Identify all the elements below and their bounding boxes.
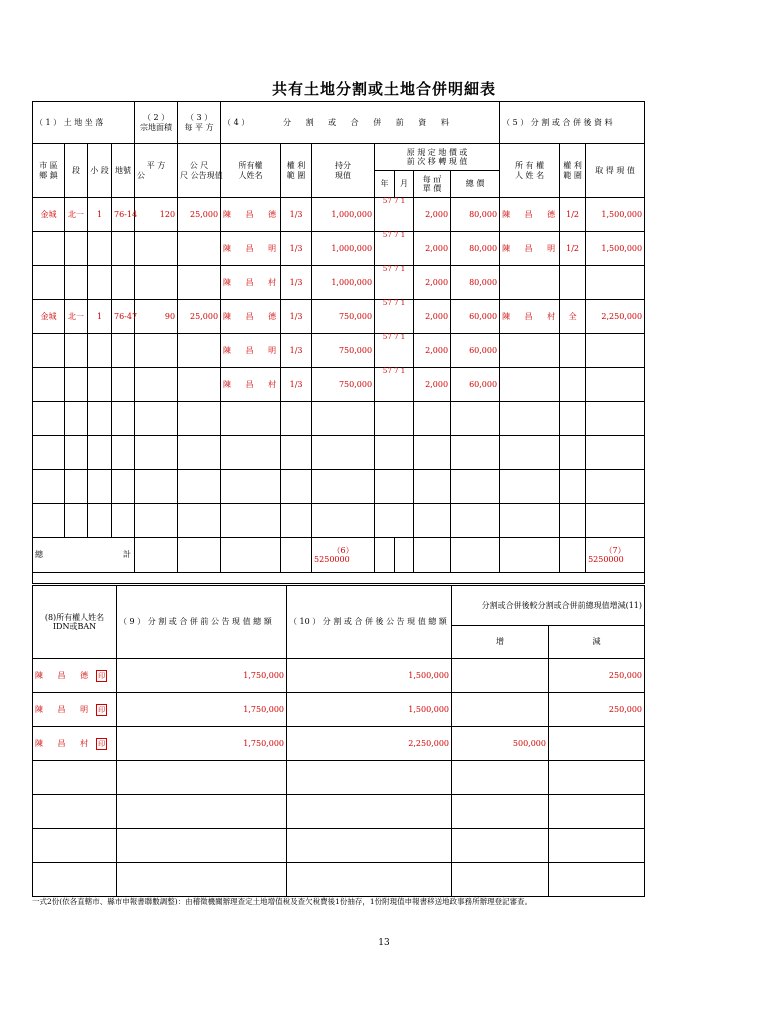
sum-after-value: 5250000 [588,555,624,564]
cell-section [65,470,88,504]
cell-after-right [560,368,586,402]
totals-label-right: 計 [123,550,132,560]
totals-empty-cell [375,538,395,573]
cell-year-month [375,436,414,470]
header-decrease: 減 [549,626,645,659]
cell-subsection [88,368,112,402]
cell-total-price [451,470,500,504]
cell-unit-price [414,436,451,470]
cell-increase [452,829,549,863]
cell-acquired-value [586,504,645,538]
totals-empty-cell [221,538,281,573]
cell-subsection [88,470,112,504]
header-square-meter: 平 方 公 [135,144,178,198]
cell-owner-name [33,659,117,693]
cell-holding-value: 1,000,000 [312,232,375,266]
totals-empty-cell [560,538,586,573]
table-row [33,198,645,232]
cell-right-scope: 1/3 [281,300,312,334]
cell-announced-value [178,402,221,436]
cell-decrease [549,727,645,761]
cell-owner: 陳 昌 明 [221,232,281,266]
cell-right-scope: 1/3 [281,368,312,402]
cell-lot-number [112,470,135,504]
cell-acquired-value [586,368,645,402]
header-unit-price: 每 ㎡ 單 價 [414,171,451,198]
header-before-total: （ 9 ） 分 割 或 合 併 前 公 告 現 值 總 額 [117,586,287,659]
cell-acquired-value: 2,250,000 [586,300,645,334]
cell-before-total [117,863,287,897]
cell-city [33,504,65,538]
cell-announced-value [178,334,221,368]
cell-holding-value [312,470,375,504]
owner-row [33,693,645,727]
cell-section [65,402,88,436]
cell-after-owner [500,504,560,538]
cell-announced-value [178,504,221,538]
cell-total-price [451,402,500,436]
owner-name: 陳 昌 明 [35,704,95,714]
cell-lot-number: 76-14 [112,198,135,232]
cell-holding-value: 1,000,000 [312,198,375,232]
cell-increase [452,693,549,727]
table-row [33,334,645,368]
cell-subsection [88,504,112,538]
cell-before-total [117,829,287,863]
sum-before-value: 5250000 [314,555,350,564]
cell-area: 120 [135,198,178,232]
cell-year-month [375,470,414,504]
cell-right-scope [281,470,312,504]
cell-unit-price: 2,000 [414,232,451,266]
cell-after-total: 2,250,000 [287,727,452,761]
cell-acquired-value [586,334,645,368]
cell-holding-value: 750,000 [312,334,375,368]
header-after-owner: 所 有 權 人 姓 名 [500,144,560,198]
seal-icon: 印 [98,705,106,714]
cell-after-owner [500,334,560,368]
cell-year-month: 57 7 1 [375,266,414,300]
cell-unit-price: 2,000 [414,266,451,300]
cell-city: 金城 [33,300,65,334]
cell-before-total [117,761,287,795]
cell-after-owner [500,402,560,436]
cell-total-price: 60,000 [451,334,500,368]
header-after-total: （ 10 ） 分 割 或 合 併 後 公 告 現 值 總 額 [287,586,452,659]
cell-owner: 陳 昌 明 [221,334,281,368]
owner-row [33,761,645,795]
cell-after-right [560,504,586,538]
cell-after-owner: 陳 昌 明 [500,232,560,266]
cell-right-scope: 1/3 [281,266,312,300]
header-lot-number: 地號 [112,144,135,198]
owner-name: 陳 昌 村 [35,738,95,748]
cell-subsection [88,266,112,300]
sum-after [586,538,645,573]
cell-lot-number [112,436,135,470]
cell-increase [452,659,549,693]
cell-lot-number [112,368,135,402]
header-right-scope: 權 利 範 圍 [281,144,312,198]
cell-owner-name [33,727,117,761]
cell-area [135,334,178,368]
cell-after-total [287,829,452,863]
cell-announced-value [178,470,221,504]
cell-before-total: 1,750,000 [117,659,287,693]
cell-increase [452,761,549,795]
cell-area [135,232,178,266]
cell-right-scope [281,504,312,538]
cell-after-right [560,402,586,436]
cell-unit-price: 2,000 [414,368,451,402]
cell-after-owner: 陳 昌 德 [500,198,560,232]
cell-year-month: 57 7 1 [375,334,414,368]
header-owner: 所有權 人姓名 [221,144,281,198]
header-year: 年 [375,171,395,198]
cell-holding-value: 1,000,000 [312,266,375,300]
cell-after-right [560,266,586,300]
header-increase: 增 [452,626,549,659]
cell-area [135,470,178,504]
cell-before-total: 1,750,000 [117,693,287,727]
header-section: 段 [65,144,88,198]
cell-year-month: 57 7 1 [375,232,414,266]
cell-announced-value [178,232,221,266]
cell-owner-name [33,693,117,727]
cell-year-month: 57 7 1 [375,198,414,232]
cell-acquired-value: 1,500,000 [586,232,645,266]
totals-empty-cell [281,538,312,573]
cell-after-total [287,761,452,795]
cell-after-total [287,863,452,897]
cell-right-scope: 1/3 [281,334,312,368]
cell-section: 北一 [65,300,88,334]
seal-icon: 印 [98,739,106,748]
cell-holding-value [312,436,375,470]
cell-section [65,266,88,300]
header-after-right: 權 利 範 圍 [560,144,586,198]
cell-total-price: 60,000 [451,368,500,402]
cell-after-total: 1,500,000 [287,693,452,727]
spacer-cell [33,573,645,584]
header-total-price: 總 價 [451,171,500,198]
cell-announced-value: 25,000 [178,198,221,232]
totals-empty-cell [135,538,178,573]
totals-label [33,538,135,573]
header-price: （ 3 ） 每 平 方 [178,102,221,144]
cell-owner: 陳 昌 村 [221,368,281,402]
cell-owner-name [33,863,117,897]
cell-after-right [560,436,586,470]
cell-area [135,436,178,470]
owner-row [33,829,645,863]
cell-acquired-value [586,436,645,470]
cell-owner: 陳 昌 村 [221,266,281,300]
totals-empty-cell [451,538,500,573]
totals-empty-cell [500,538,560,573]
table-row [33,300,645,334]
cell-lot-number: 76-47 [112,300,135,334]
owner-row [33,863,645,897]
cell-unit-price [414,402,451,436]
table-row [33,368,645,402]
cell-lot-number [112,232,135,266]
cell-total-price: 80,000 [451,266,500,300]
header-subsection: 小 段 [88,144,112,198]
cell-city [33,402,65,436]
totals-empty-cell [178,538,221,573]
cell-acquired-value [586,470,645,504]
cell-owner-name [33,829,117,863]
header-before: （ 4 ） 分 割 或 合 併 前 資 料 [221,102,500,144]
cell-section [65,232,88,266]
header-acquired-value: 取 得 現 值 [586,144,645,198]
cell-unit-price [414,470,451,504]
cell-subsection [88,334,112,368]
cell-after-owner [500,436,560,470]
cell-unit-price: 2,000 [414,300,451,334]
header-area: （ 2 ） 宗地面積 [135,102,178,144]
cell-area [135,402,178,436]
cell-announced-value [178,436,221,470]
cell-right-scope: 1/3 [281,198,312,232]
cell-city [33,368,65,402]
cell-after-owner [500,470,560,504]
cell-announced-value: 25,000 [178,300,221,334]
cell-decrease [549,795,645,829]
header-previous-value: 原 規 定 地 價 或 前 次 移 轉 現 值 [375,144,500,171]
table-row [33,402,645,436]
page-number: 13 [378,938,390,948]
cell-section [65,436,88,470]
cell-area: 90 [135,300,178,334]
cell-after-right: 1/2 [560,198,586,232]
cell-city [33,266,65,300]
header-holding-value: 持分 現值 [312,144,375,198]
seal-icon: 印 [98,671,106,680]
cell-after-right [560,334,586,368]
cell-lot-number [112,266,135,300]
summary-table [32,585,645,897]
cell-acquired-value [586,266,645,300]
cell-after-right: 全 [560,300,586,334]
cell-subsection [88,402,112,436]
cell-year-month: 57 7 1 [375,368,414,402]
cell-lot-number [112,402,135,436]
cell-total-price [451,436,500,470]
cell-city: 金城 [33,198,65,232]
cell-area [135,504,178,538]
detail-table [32,101,645,584]
cell-decrease [549,761,645,795]
cell-city [33,436,65,470]
footnote: 一式2份(依各直轄市、縣市申報書聯數調整)：由稽徵機關辦理查定土地增值稅及查欠稅費後1份抽存，1份附現值申報書移送地政事務所辦理登記審查。 [32,897,533,906]
cell-owner-name [33,795,117,829]
cell-city [33,470,65,504]
cell-owner: 陳 昌 德 [221,300,281,334]
cell-year-month [375,504,414,538]
cell-owner [221,402,281,436]
table-row [33,504,645,538]
cell-subsection [88,232,112,266]
cell-lot-number [112,504,135,538]
cell-area [135,266,178,300]
cell-after-right [560,470,586,504]
cell-owner: 陳 昌 德 [221,198,281,232]
cell-total-price: 80,000 [451,198,500,232]
cell-unit-price: 2,000 [414,334,451,368]
cell-year-month [375,402,414,436]
header-change: 分割或合併後較分割或合併前總現值增減(11) [452,586,645,626]
cell-decrease [549,863,645,897]
header-city: 市 區 鄉 鎮 [33,144,65,198]
cell-announced-value [178,368,221,402]
cell-right-scope: 1/3 [281,232,312,266]
page-title: 共有土地分割或土地合併明細表 [271,80,496,98]
cell-after-total: 1,500,000 [287,659,452,693]
cell-right-scope [281,436,312,470]
cell-area [135,368,178,402]
cell-holding-value: 750,000 [312,368,375,402]
cell-decrease: 250,000 [549,659,645,693]
totals-label-left: 總 [35,550,43,560]
cell-total-price: 60,000 [451,300,500,334]
cell-holding-value: 750,000 [312,300,375,334]
header-announced-value: 公 尺 尺 公告現值 [178,144,221,198]
cell-holding-value [312,402,375,436]
cell-after-total [287,795,452,829]
spacer-row [33,573,645,584]
header-month: 月 [395,171,414,198]
table-row [33,232,645,266]
cell-increase: 500,000 [452,727,549,761]
cell-unit-price [414,504,451,538]
owner-name: 陳 昌 德 [35,670,95,680]
cell-total-price [451,504,500,538]
totals-row [33,538,645,573]
table-row [33,436,645,470]
header-after: （ 5 ） 分 割 或 合 併 後 資 料 [500,102,645,144]
cell-right-scope [281,402,312,436]
cell-owner [221,470,281,504]
cell-owner [221,504,281,538]
cell-city [33,334,65,368]
totals-empty-cell [395,538,414,573]
cell-increase [452,863,549,897]
cell-subsection: 1 [88,300,112,334]
cell-after-owner: 陳 昌 村 [500,300,560,334]
sum-before-label: （6） [332,545,354,555]
owner-row [33,795,645,829]
cell-decrease: 250,000 [549,693,645,727]
cell-before-total: 1,750,000 [117,727,287,761]
table-row [33,470,645,504]
cell-section [65,334,88,368]
cell-decrease [549,829,645,863]
sum-before [312,538,375,573]
cell-year-month: 57 7 1 [375,300,414,334]
cell-acquired-value [586,402,645,436]
cell-lot-number [112,334,135,368]
table-row [33,266,645,300]
cell-increase [452,795,549,829]
cell-owner [221,436,281,470]
cell-unit-price: 2,000 [414,198,451,232]
cell-subsection [88,436,112,470]
cell-owner-name [33,761,117,795]
cell-total-price: 80,000 [451,232,500,266]
owner-row [33,727,645,761]
cell-before-total [117,795,287,829]
cell-city [33,232,65,266]
cell-acquired-value: 1,500,000 [586,198,645,232]
cell-subsection: 1 [88,198,112,232]
cell-announced-value [178,266,221,300]
header-owner-id: (8)所有權人姓名 IDN或BAN [33,586,117,659]
totals-empty-cell [414,538,451,573]
cell-section: 北一 [65,198,88,232]
cell-after-owner [500,368,560,402]
cell-section [65,504,88,538]
owner-row [33,659,645,693]
cell-section [65,368,88,402]
cell-holding-value [312,504,375,538]
header-location: （ 1 ） 土 地 坐 落 [33,102,135,144]
cell-after-owner [500,266,560,300]
cell-after-right: 1/2 [560,232,586,266]
sum-after-label: （7） [604,545,626,555]
